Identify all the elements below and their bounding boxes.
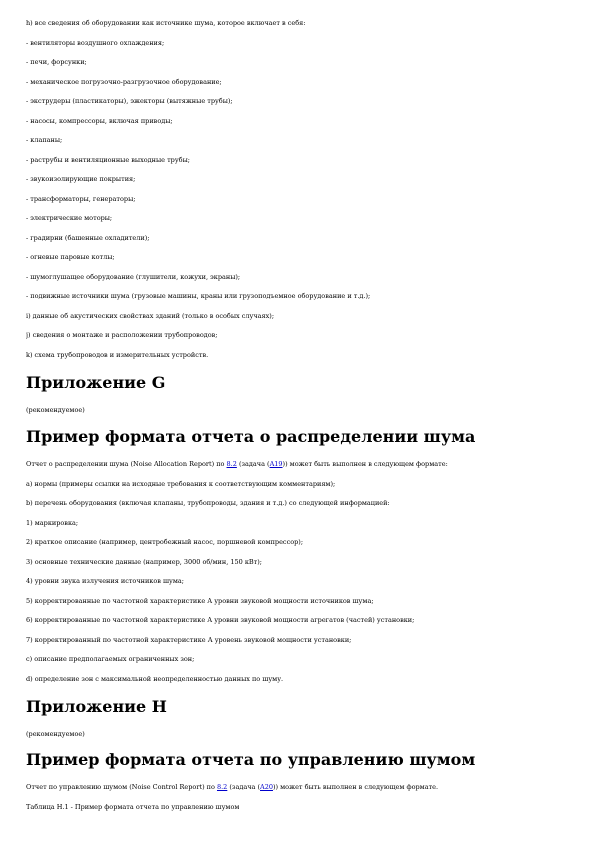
appendix-h-title: Приложение Н: [26, 697, 167, 716]
list-item: 7) корректированный по частотной характеристике А уровень звуковой мощности установки;: [26, 636, 352, 644]
intro-text: (задача (: [236, 460, 270, 468]
list-item: 4) уровни звука излучения источников шума;: [26, 577, 184, 585]
list-item: k) схема трубопроводов и измерительных устройств.: [26, 351, 209, 359]
list-item: c) описание предполагаемых ограниченных зон;: [26, 655, 195, 663]
list-item: - огневые паровые котлы;: [26, 253, 115, 261]
list-item: - градирни (башенные охладители);: [26, 234, 150, 242]
list-item: - электрические моторы;: [26, 214, 113, 222]
appendix-g-status: (рекомендуемое): [26, 406, 85, 414]
list-item: i) данные об акустических свойствах зданий (только в особых случаях);: [26, 312, 275, 320]
appendix-h-status: (рекомендуемое): [26, 730, 85, 738]
list-item: j) сведения о монтаже и расположении трубопроводов;: [26, 331, 218, 339]
list-intro: h) все сведения об оборудовании как источнике шума, которое включает в себя:: [26, 19, 306, 27]
list-item: - насосы, компрессоры, включая приводы;: [26, 117, 173, 125]
list-item: 6) корректированные по частотной характеристике А уровни звуковой мощности агрегатов (частей) установки;: [26, 616, 415, 624]
appendix-g-heading: Пример формата отчета о распределении шума: [26, 427, 476, 446]
intro-text: Отчет о распределении шума (Noise Allocation Report) по: [26, 460, 227, 468]
list-item: 3) основные технические данные (например, 3000 об/мин, 150 кВт);: [26, 558, 262, 566]
clause-link[interactable]: 8.2: [226, 460, 237, 468]
task-link[interactable]: A20: [260, 783, 273, 791]
appendix-h-heading: Пример формата отчета по управлению шумом: [26, 750, 476, 769]
list-item: b) перечень оборудования (включая клапаны, трубопроводы, здания и т.д.) со следующей информацией:: [26, 499, 390, 507]
intro-text: (задача (: [227, 783, 261, 791]
list-item: - звукоизолирующие покрытия;: [26, 175, 136, 183]
list-item: 2) краткое описание (например, центробежный насос, поршневой компрессор);: [26, 538, 304, 546]
clause-link[interactable]: 8.2: [216, 783, 228, 791]
list-item: - вентиляторы воздушного охлаждения;: [26, 39, 165, 47]
list-item: 1) маркировка;: [26, 519, 79, 527]
intro-text: )) может быть выполнен в следующем формате:: [282, 460, 448, 468]
task-link[interactable]: A19: [269, 460, 283, 468]
list-item: - раструбы и вентиляционные выходные трубы;: [26, 156, 190, 164]
list-item: 5) корректированные по частотной характеристике А уровни звуковой мощности источников шума;: [26, 597, 374, 605]
list-item: - экструдеры (пластикаторы), эжекторы (вытяжные трубы);: [26, 97, 233, 105]
list-item: - печи, форсунки;: [26, 58, 87, 66]
list-item: - шумоглушащее оборудование (глушители, кожухи, экраны);: [26, 273, 241, 281]
intro-text: )) может быть выполнен в следующем формате.: [272, 783, 439, 791]
list-item: a) нормы (примеры ссылки на исходные требования к соответствующим комментариям);: [26, 480, 336, 488]
appendix-g-intro: [26, 460, 448, 468]
appendix-h-intro: [26, 783, 438, 791]
list-item: - механическое погрузочно-разгрузочное оборудование;: [26, 78, 222, 86]
list-item: - трансформаторы, генераторы;: [26, 195, 136, 203]
table-caption: Таблица Н.1 - Пример формата отчета по управлению шумом: [26, 803, 240, 811]
appendix-g-title: Приложение G: [26, 373, 166, 392]
list-item: - клапаны;: [26, 136, 63, 144]
list-item: - подвижные источники шума (грузовые машины, краны или грузоподъемное оборудование и т.д.);: [26, 292, 371, 300]
list-item: d) определение зон с максимальной неопределенностью данных по шуму.: [26, 675, 284, 683]
intro-text: Отчет по управлению шумом (Noise Control Report) по: [26, 783, 217, 791]
